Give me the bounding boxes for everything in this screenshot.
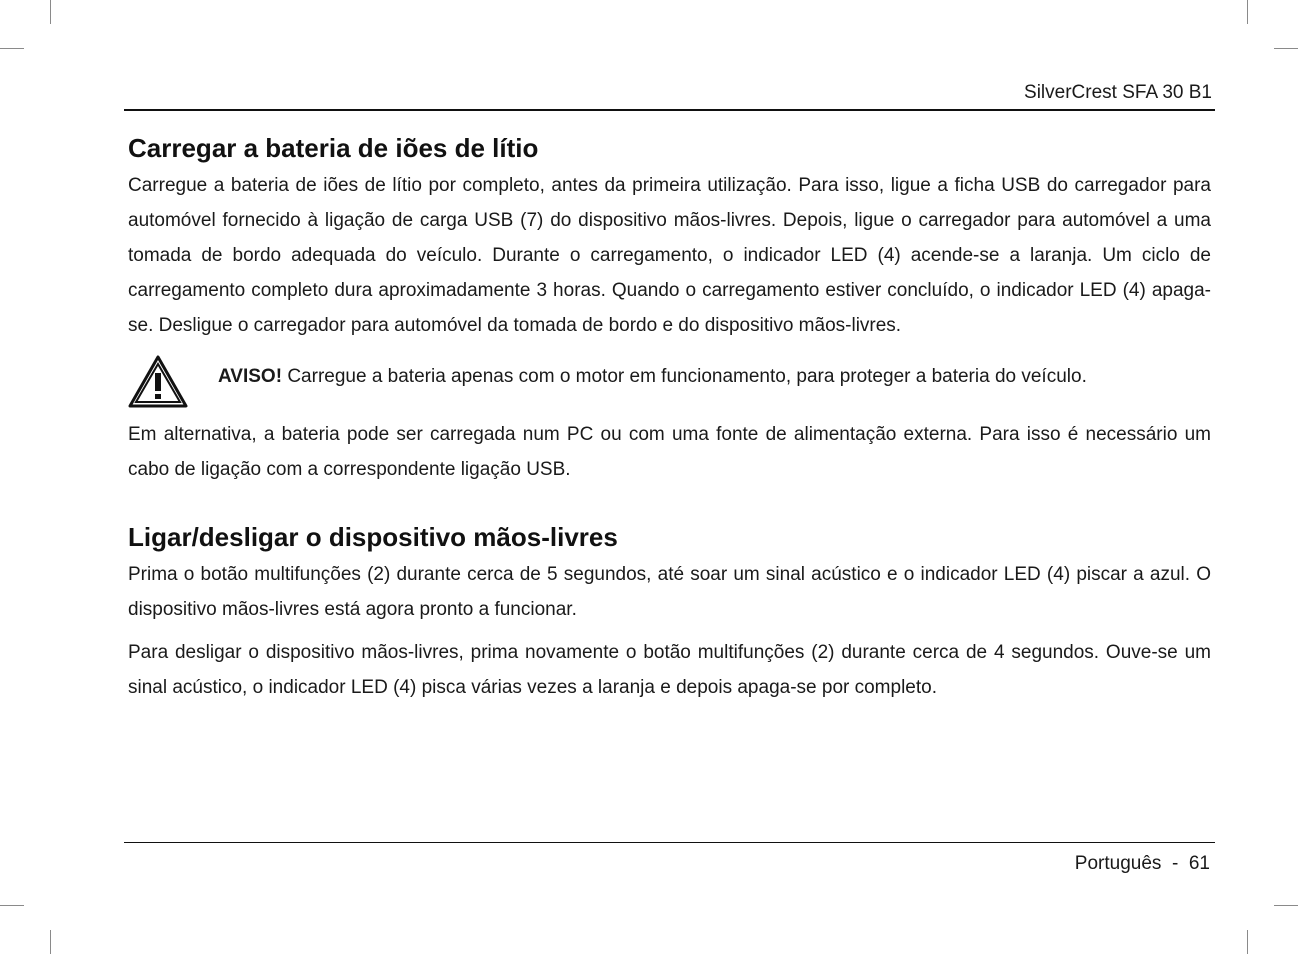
page-footer bbox=[1075, 853, 1210, 875]
footer-separator: - bbox=[1171, 853, 1179, 874]
page-content bbox=[128, 128, 1211, 705]
header-rule bbox=[124, 109, 1215, 111]
warning-message: Carregue a bateria apenas com o motor em funcionamento, para proteger a bateria do veículo. bbox=[282, 366, 1087, 387]
power-off-paragraph: Para desligar o dispositivo mãos-livres, prima novamente o botão multifunções (2) durante cerca de 4 segundos. Ouve-se um sinal acústico, o indicador LED (4) pisca várias vezes a laranja e depois apaga-se por completo. bbox=[128, 642, 1211, 698]
alternative-charging-paragraph: Em alternativa, a bateria pode ser carregada num PC ou com uma fonte de alimentação externa. Para isso é necessário um cabo de ligação com a correspondente ligação USB. bbox=[128, 424, 1211, 480]
charging-paragraph: Carregue a bateria de iões de lítio por completo, antes da primeira utilização. Para isso, ligue a ficha USB do carregador para automóvel fornecido à ligação de carga USB (7) do dispositivo mãos-livres. Depois, ligue o carregador para automóvel a uma tomada de bordo adequada do veículo. Durante o carregamento, o indicador LED (4) acende-se a laranja. Um ciclo de carregamento completo dura aproximadamente 3 horas. Quando o carregamento estiver concluído, o indicador LED (4) apaga-se. Desligue o carregador para automóvel da tomada de bordo e do dispositivo mãos-livres. bbox=[128, 175, 1211, 336]
crop-mark bbox=[0, 48, 24, 49]
power-on-paragraph: Prima o botão multifunções (2) durante cerca de 5 segundos, até soar um sinal acústico e o indicador LED (4) piscar a azul. O dispositivo mãos-livres está agora pronto a funcionar. bbox=[128, 564, 1211, 620]
page-header: SilverCrest SFA 30 B1 bbox=[1024, 82, 1212, 103]
section-title-power: Ligar/desligar o dispositivo mãos-livres bbox=[128, 522, 618, 552]
warning-label: AVISO! bbox=[218, 366, 283, 387]
crop-mark bbox=[50, 0, 51, 24]
crop-mark bbox=[1274, 905, 1298, 906]
warning-triangle-icon bbox=[128, 355, 188, 409]
footer-rule bbox=[124, 842, 1215, 843]
crop-mark bbox=[50, 930, 51, 954]
footer-language: Português bbox=[1074, 853, 1162, 874]
crop-mark bbox=[1247, 930, 1248, 954]
warning-text bbox=[218, 355, 1087, 394]
crop-mark bbox=[1247, 0, 1248, 24]
crop-mark bbox=[1274, 48, 1298, 49]
page-number: 61 bbox=[1188, 853, 1210, 874]
crop-mark bbox=[0, 905, 24, 906]
warning-notice bbox=[128, 355, 1211, 409]
section-title-charging: Carregar a bateria de iões de lítio bbox=[128, 133, 539, 163]
